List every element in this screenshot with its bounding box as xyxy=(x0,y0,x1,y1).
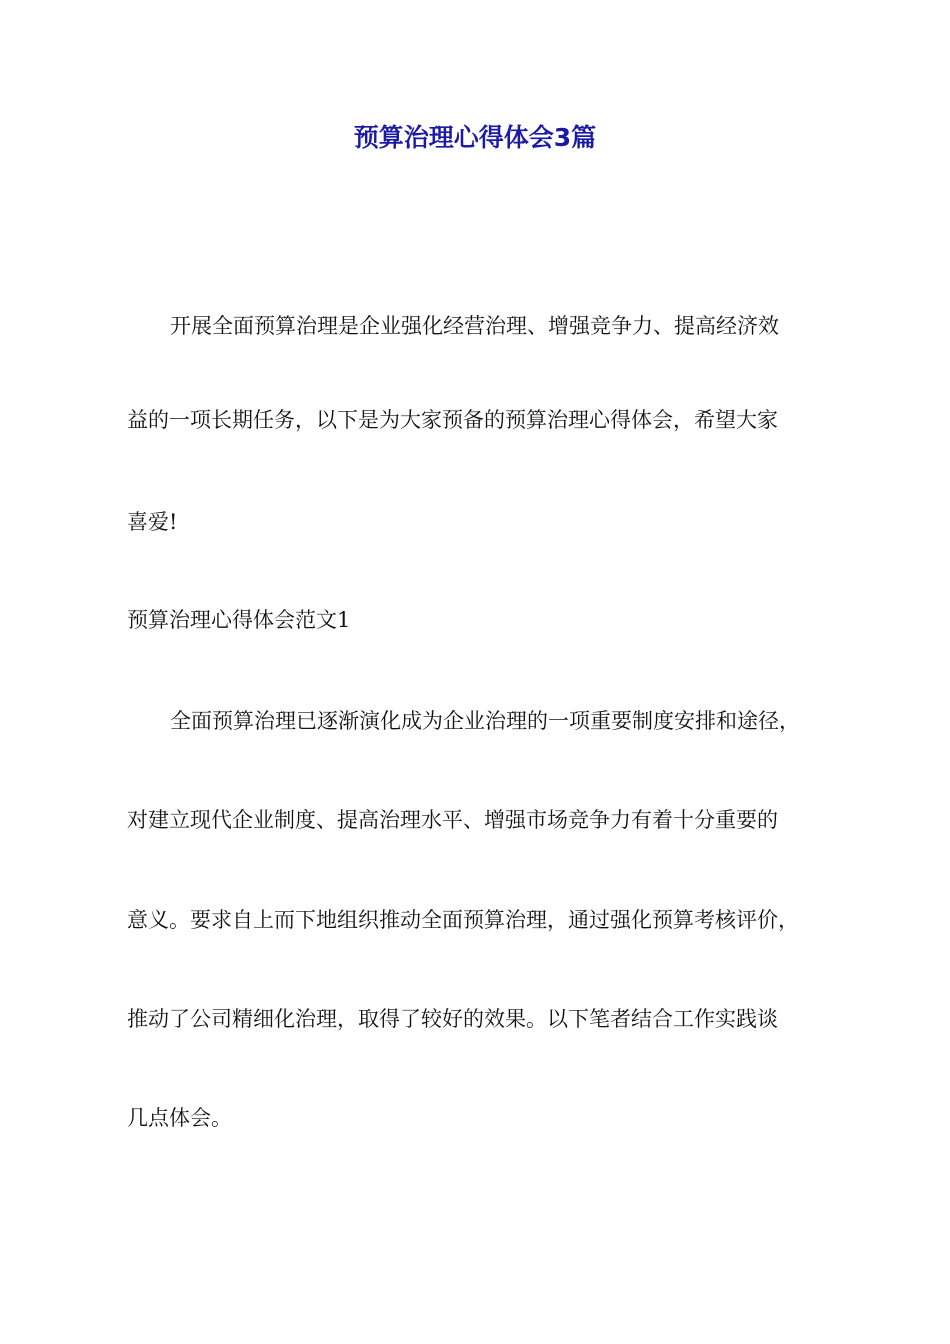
body-line-3: 意义。要求自上而下地组织推动全面预算治理，通过强化预算考核评价， xyxy=(127,908,799,932)
intro-line-3: 喜爱! xyxy=(127,510,178,534)
document-title: 预算治理心得体会3篇 xyxy=(353,123,597,152)
body-line-2: 对建立现代企业制度、提高治理水平、增强市场竞争力有着十分重要的 xyxy=(127,808,778,832)
body-line-4: 推动了公司精细化治理，取得了较好的效果。以下笔者结合工作实践谈 xyxy=(127,1007,778,1031)
body-line-5: 几点体会。 xyxy=(127,1106,232,1130)
body-line-1: 全面预算治理已逐渐演化成为企业治理的一项重要制度安排和途径， xyxy=(170,709,800,733)
intro-line-1: 开展全面预算治理是企业强化经营治理、增强竞争力、提高经济效 xyxy=(170,314,779,338)
section-heading: 预算治理心得体会范文1 xyxy=(127,608,351,632)
intro-line-2: 益的一项长期任务，以下是为大家预备的预算治理心得体会，希望大家 xyxy=(127,408,778,432)
